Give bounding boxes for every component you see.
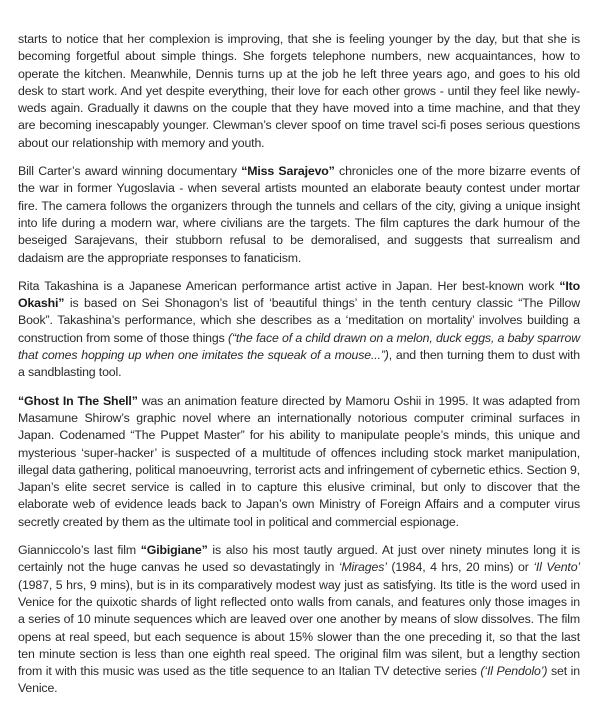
paragraph-2 [18, 163, 580, 267]
body-text: (1987, 5 hrs, 9 mins), but is in its comparatively modest way just as satisfying. Its title is the word used in Venice for the quixotic shards of light reflected onto walls from canals, and features only those images in a series of 10 minute sequences which are leaved over one another by means of slow dissolves. The film opens at real speed, but each sequence is about 15% slower than the one preceding it, so that the last ten minute section is less than one eighth real speed. The original film was silent, but a lengthy section from it with this music was used as the title sequence to an Italian TV detective series [18, 577, 580, 679]
document-page [18, 31, 580, 709]
body-text: chronicles one of the more bizarre events of the war in former Yugoslavia - when several artists mounted an elaborate beauty contest under mortar fire. The camera follows the organizers through the tunnels and cellars of the city, giving a unique insight into life during a modern war, where civilians are the targets. The film captures the dark humour of the beseiged Sarajevans, their stubborn refusal to be demoralised, and suggests that surrealism and dadaism are the appropriate responses to fanaticism. [18, 164, 581, 265]
italic-text: (‘Il Pendolo’) [480, 664, 548, 679]
italic-text: ‘Il Vento’ [533, 560, 581, 575]
body-text: was an animation feature directed by Mamoru Oshii in 1995. It was adapted from Masamune Shirow’s graphic novel where an internationally notorious computer criminal surfaces in Japan. Codenamed “The Puppet Master” for his ability to manipulate people’s minds, this unique and mysterious ‘super-hacker’ is suspected of a multitude of offences including stock market manipulation, illegal data gathering, political manoeuvring, terrorist acts and infringement of cybernetic ethics. Section 9, Japan’s elite secret service is called in to capture this elusive criminal, but only to discover that the elaborate web of evidence leads back to Japan’s own Ministry of Foreign Affairs and a computer virus secretly created by them as the ultimate tool in political and commercial espionage. [18, 393, 581, 529]
body-text: Rita Takashina is a Japanese American performance artist active in Japan. Her best-known work [18, 278, 560, 293]
body-text: (1984, 4 hrs, 20 mins) or [386, 560, 534, 575]
paragraph-5 [18, 542, 580, 698]
body-text: Bill Carter’s award winning documentary [18, 164, 242, 179]
film-title: “Gibigiane” [140, 543, 208, 558]
body-text: is based on Sei Shonagon’s list of ‘beautiful things’ in the tenth century classic “The Pillow Book”. Takashina’s performance, which she describes as a ‘meditation on mortality’ involves building a construction from some of those things [18, 296, 580, 345]
body-text: is also his most tautly argued. At just over ninety minutes long it is certainly not the huge canvas he used so devastatingly in [18, 543, 580, 575]
paragraph-3 [18, 278, 580, 382]
body-text: starts to notice that her complexion is improving, that she is feeling younger by the day, but that she is becoming forgetful about simple things. She forgets telephone numbers, new acquaintances, how to operate the kitchen. Meanwhile, Dennis turns up at the job he left three years ago, and goes to his old desk to start work. And yet despite everything, their love for each other grows - until they feel like newly-weds again. Gradually it dawns on the couple that they have moved into a time machine, and that they are becoming inescapably younger. Clewman’s clever spoof on time travel sci-fi poses serious questions about our relationship with memory and youth. [18, 32, 580, 150]
film-title: “Ghost In The Shell” [18, 393, 138, 408]
paragraph-4 [18, 393, 580, 531]
body-text: , and then turning them to dust with a sandblasting tool. [18, 348, 581, 380]
film-title: “Ito Okashi” [18, 278, 580, 311]
body-text: set in Venice. [18, 664, 580, 696]
italic-text: (“the face of a child drawn on a melon, duck eggs, a baby sparrow that comes hopping up when one imitates the squeak of a mouse...”) [18, 330, 580, 363]
body-text: Gianniccolo’s last film [18, 543, 141, 558]
paragraph-1 [18, 31, 580, 152]
film-title: “Miss Sarajevo” [241, 164, 335, 179]
italic-text: ‘Mirages’ [338, 560, 387, 575]
